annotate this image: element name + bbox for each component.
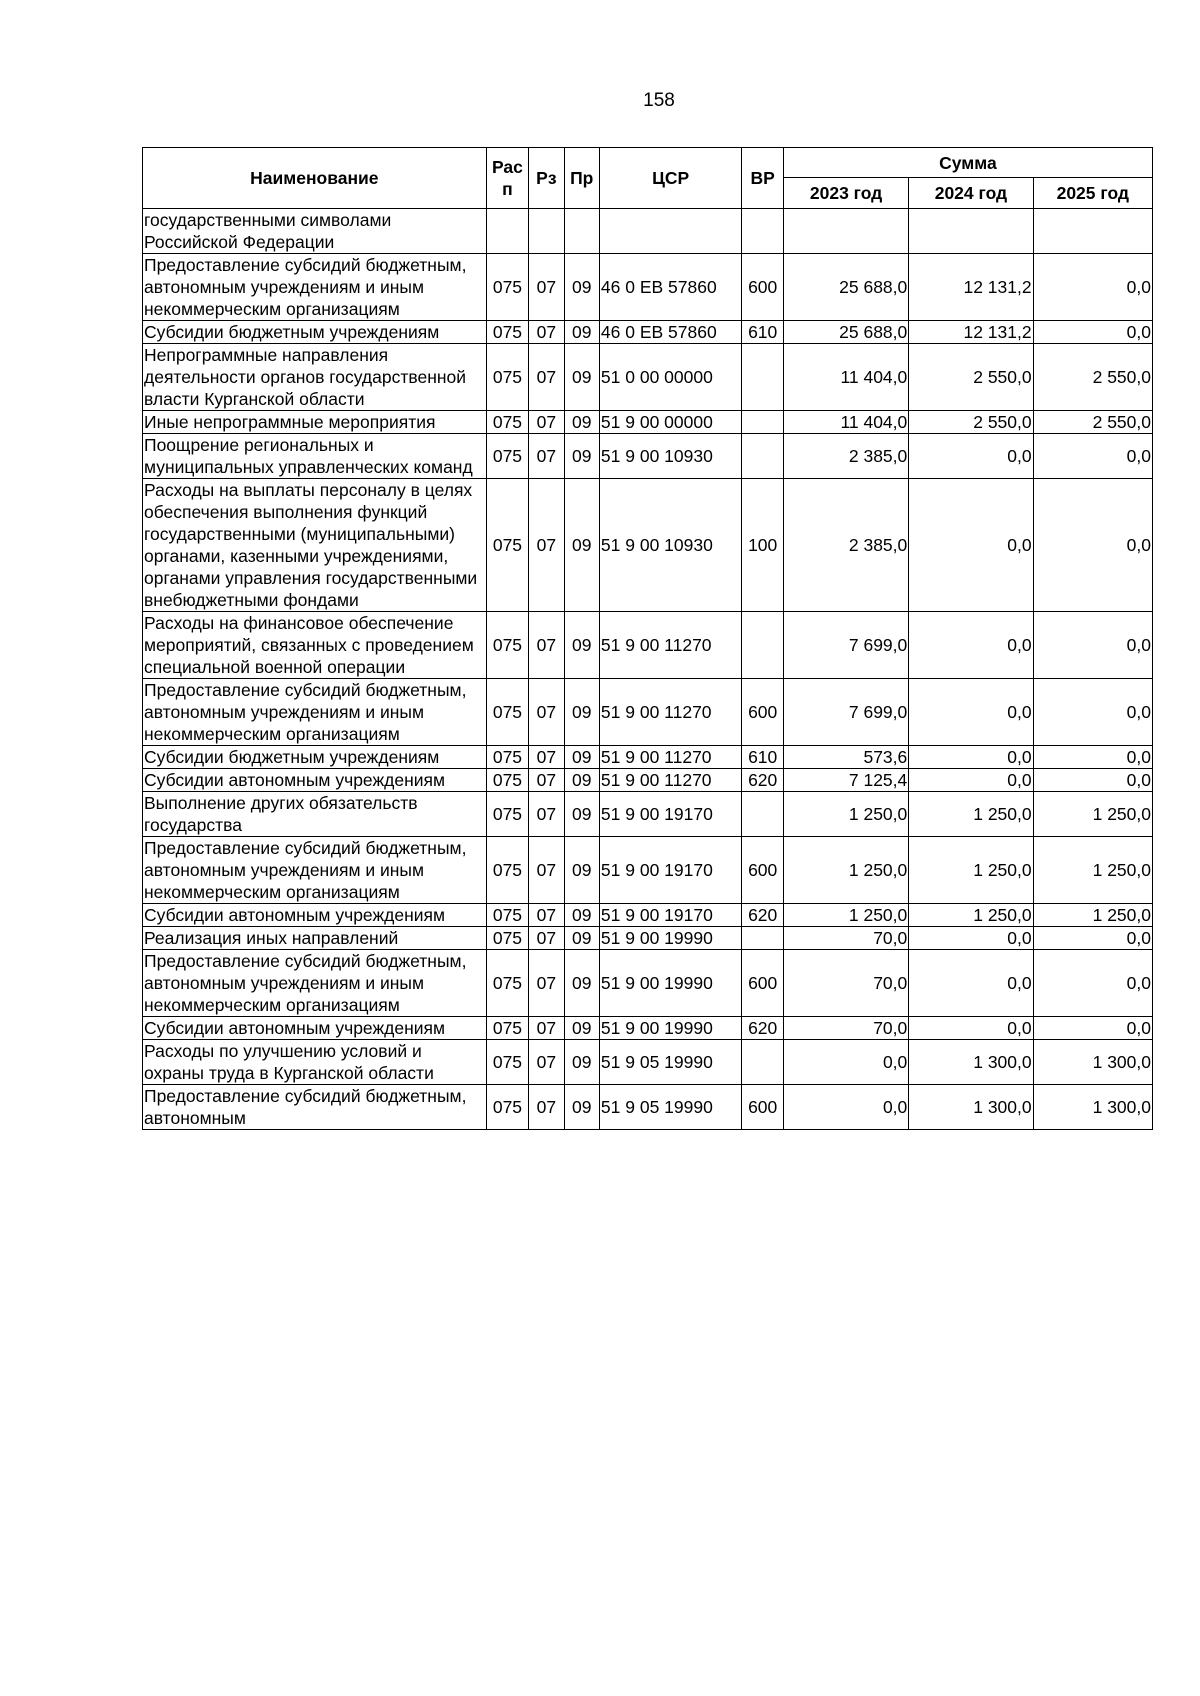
cell-rz: 07 [529,479,564,612]
cell-sum-2023 [783,209,908,254]
cell-sum-2023: 0,0 [783,1085,908,1130]
cell-pr: 09 [564,1040,599,1085]
cell-sum-2023: 7 699,0 [783,679,908,746]
cell-sum-2025: 1 250,0 [1033,837,1152,904]
cell-rz: 07 [529,746,564,769]
cell-name: Расходы по улучшению условий и охраны труда в Курганской области [143,1040,487,1085]
cell-rasp: 075 [486,746,528,769]
budget-table [142,147,1153,1130]
cell-sum-2025: 2 550,0 [1033,344,1152,411]
cell-name: Расходы на выплаты персоналу в целях обеспечения выполнения функций государственными (муниципальными) органами, казенными учреждениями, органами управления государственными внебюджетными фондами [143,479,487,612]
cell-name: Непрограммные направления деятельности органов государственной власти Курганской области [143,344,487,411]
cell-sum-2025: 0,0 [1033,927,1152,950]
cell-sum-2024: 1 300,0 [909,1040,1033,1085]
header-rasp: Рас п [486,148,528,209]
cell-rz: 07 [529,837,564,904]
cell-rasp: 075 [486,769,528,792]
cell-rz: 07 [529,321,564,344]
cell-vr [742,209,783,254]
header-year-2023: 2023 год [783,178,908,209]
cell-csr: 51 9 00 11270 [599,612,742,679]
cell-rasp: 075 [486,344,528,411]
cell-name: Выполнение других обязательств государства [143,792,487,837]
cell-csr: 51 9 00 00000 [599,411,742,434]
cell-name: Субсидии автономным учреждениям [143,769,487,792]
cell-csr: 51 9 00 19990 [599,927,742,950]
cell-name: Реализация иных направлений [143,927,487,950]
cell-sum-2023: 25 688,0 [783,321,908,344]
cell-vr: 600 [742,679,783,746]
cell-vr: 600 [742,254,783,321]
cell-pr: 09 [564,904,599,927]
cell-pr [564,209,599,254]
cell-csr: 51 9 00 19170 [599,837,742,904]
cell-pr: 09 [564,769,599,792]
table-body [143,209,1153,1130]
cell-csr: 46 0 EB 57860 [599,254,742,321]
cell-csr: 51 9 00 19990 [599,950,742,1017]
cell-name: государственными символами Российской Федерации [143,209,487,254]
cell-sum-2025: 0,0 [1033,746,1152,769]
table-row [143,1040,1153,1085]
cell-sum-2024: 1 250,0 [909,904,1033,927]
cell-vr: 600 [742,1085,783,1130]
cell-rz: 07 [529,254,564,321]
table-row [143,1017,1153,1040]
cell-sum-2023: 573,6 [783,746,908,769]
cell-rasp: 075 [486,679,528,746]
cell-sum-2024: 0,0 [909,769,1033,792]
cell-rasp: 075 [486,434,528,479]
cell-vr [742,344,783,411]
cell-sum-2023: 7 125,4 [783,769,908,792]
cell-rz: 07 [529,612,564,679]
cell-rz: 07 [529,792,564,837]
cell-name: Предоставление субсидий бюджетным, автономным [143,1085,487,1130]
cell-pr: 09 [564,612,599,679]
table-row [143,344,1153,411]
cell-sum-2024: 0,0 [909,479,1033,612]
cell-name: Предоставление субсидий бюджетным, автономным учреждениям и иным некоммерческим организациям [143,254,487,321]
cell-sum-2023: 7 699,0 [783,612,908,679]
cell-name: Расходы на финансовое обеспечение мероприятий, связанных с проведением специальной военной операции [143,612,487,679]
table-row [143,769,1153,792]
cell-name: Субсидии бюджетным учреждениям [143,321,487,344]
table-row [143,904,1153,927]
cell-vr [742,927,783,950]
cell-name: Предоставление субсидий бюджетным, автономным учреждениям и иным некоммерческим организациям [143,837,487,904]
cell-sum-2025: 0,0 [1033,950,1152,1017]
cell-vr: 620 [742,904,783,927]
cell-sum-2024: 0,0 [909,679,1033,746]
cell-sum-2024: 1 300,0 [909,1085,1033,1130]
table-row [143,1085,1153,1130]
cell-sum-2025: 1 250,0 [1033,904,1152,927]
cell-rz: 07 [529,1085,564,1130]
cell-sum-2025: 0,0 [1033,479,1152,612]
cell-sum-2024: 1 250,0 [909,792,1033,837]
cell-sum-2023: 1 250,0 [783,792,908,837]
header-year-2024: 2024 год [909,178,1033,209]
table-row [143,479,1153,612]
table-row [143,927,1153,950]
table-row [143,411,1153,434]
cell-vr [742,792,783,837]
cell-sum-2023: 1 250,0 [783,837,908,904]
cell-rasp [486,209,528,254]
cell-vr: 600 [742,837,783,904]
cell-sum-2023: 11 404,0 [783,344,908,411]
cell-vr: 100 [742,479,783,612]
cell-rz: 07 [529,679,564,746]
cell-rz: 07 [529,904,564,927]
header-pr: Пр [564,148,599,209]
cell-sum-2023: 11 404,0 [783,411,908,434]
cell-sum-2023: 1 250,0 [783,904,908,927]
cell-rasp: 075 [486,1085,528,1130]
cell-vr: 610 [742,321,783,344]
table-row [143,837,1153,904]
cell-rasp: 075 [486,927,528,950]
cell-rz: 07 [529,1040,564,1085]
cell-pr: 09 [564,479,599,612]
cell-sum-2024: 1 250,0 [909,837,1033,904]
cell-rz [529,209,564,254]
table-header [143,148,1153,209]
cell-sum-2023: 70,0 [783,927,908,950]
cell-sum-2023: 70,0 [783,1017,908,1040]
cell-vr [742,612,783,679]
cell-csr: 51 9 00 19170 [599,904,742,927]
cell-pr: 09 [564,1017,599,1040]
cell-pr: 09 [564,679,599,746]
table-row [143,209,1153,254]
cell-rasp: 075 [486,1017,528,1040]
cell-vr [742,1040,783,1085]
cell-rz: 07 [529,950,564,1017]
cell-sum-2024: 0,0 [909,950,1033,1017]
cell-sum-2024: 0,0 [909,434,1033,479]
cell-sum-2025: 0,0 [1033,1017,1152,1040]
table-row [143,950,1153,1017]
cell-sum-2024: 0,0 [909,612,1033,679]
cell-name: Субсидии автономным учреждениям [143,1017,487,1040]
cell-sum-2023: 70,0 [783,950,908,1017]
cell-pr: 09 [564,434,599,479]
header-vr: ВР [742,148,783,209]
cell-rz: 07 [529,434,564,479]
cell-pr: 09 [564,254,599,321]
cell-rasp: 075 [486,254,528,321]
cell-vr: 610 [742,746,783,769]
cell-sum-2025: 0,0 [1033,679,1152,746]
cell-sum-2024: 12 131,2 [909,321,1033,344]
cell-sum-2024: 0,0 [909,1017,1033,1040]
header-rz: Рз [529,148,564,209]
table-row [143,434,1153,479]
cell-pr: 09 [564,746,599,769]
cell-sum-2023: 2 385,0 [783,434,908,479]
cell-rasp: 075 [486,792,528,837]
cell-csr: 51 9 00 11270 [599,746,742,769]
cell-sum-2024 [909,209,1033,254]
cell-pr: 09 [564,321,599,344]
cell-csr: 51 9 00 11270 [599,769,742,792]
cell-sum-2025: 1 250,0 [1033,792,1152,837]
header-year-2025: 2025 год [1033,178,1152,209]
cell-csr: 51 0 00 00000 [599,344,742,411]
cell-vr [742,411,783,434]
header-name: Наименование [143,148,487,209]
cell-rasp: 075 [486,1040,528,1085]
cell-vr: 620 [742,769,783,792]
header-csr: ЦСР [599,148,742,209]
cell-name: Предоставление субсидий бюджетным, автономным учреждениям и иным некоммерческим организациям [143,950,487,1017]
cell-rz: 07 [529,411,564,434]
page-number: 158 [643,90,675,111]
cell-csr: 51 9 00 19170 [599,792,742,837]
cell-csr: 51 9 00 10930 [599,479,742,612]
table-row [143,321,1153,344]
cell-rasp: 075 [486,411,528,434]
cell-rz: 07 [529,769,564,792]
cell-sum-2025: 0,0 [1033,769,1152,792]
cell-rz: 07 [529,344,564,411]
cell-sum-2024: 12 131,2 [909,254,1033,321]
table-row [143,679,1153,746]
cell-rasp: 075 [486,950,528,1017]
cell-sum-2025: 0,0 [1033,434,1152,479]
cell-csr: 46 0 EB 57860 [599,321,742,344]
cell-csr: 51 9 00 11270 [599,679,742,746]
cell-sum-2024: 2 550,0 [909,411,1033,434]
cell-rasp: 075 [486,612,528,679]
cell-sum-2025: 0,0 [1033,254,1152,321]
cell-csr: 51 9 00 10930 [599,434,742,479]
cell-pr: 09 [564,792,599,837]
header-sum: Сумма [783,148,1152,178]
table-row [143,792,1153,837]
cell-pr: 09 [564,950,599,1017]
cell-csr: 51 9 05 19990 [599,1040,742,1085]
cell-sum-2023: 25 688,0 [783,254,908,321]
cell-name: Субсидии автономным учреждениям [143,904,487,927]
cell-csr: 51 9 05 19990 [599,1085,742,1130]
cell-pr: 09 [564,344,599,411]
cell-sum-2023: 2 385,0 [783,479,908,612]
table-row [143,254,1153,321]
cell-rasp: 075 [486,837,528,904]
cell-sum-2025: 1 300,0 [1033,1085,1152,1130]
cell-csr: 51 9 00 19990 [599,1017,742,1040]
cell-rasp: 075 [486,479,528,612]
cell-rz: 07 [529,927,564,950]
cell-csr [599,209,742,254]
cell-rasp: 075 [486,321,528,344]
cell-sum-2024: 0,0 [909,746,1033,769]
cell-name: Иные непрограммные мероприятия [143,411,487,434]
cell-sum-2025 [1033,209,1152,254]
table-row [143,746,1153,769]
cell-sum-2025: 2 550,0 [1033,411,1152,434]
cell-name: Поощрение региональных и муниципальных управленческих команд [143,434,487,479]
cell-pr: 09 [564,927,599,950]
cell-pr: 09 [564,1085,599,1130]
cell-name: Субсидии бюджетным учреждениям [143,746,487,769]
cell-vr: 600 [742,950,783,1017]
cell-vr: 620 [742,1017,783,1040]
cell-sum-2025: 0,0 [1033,321,1152,344]
cell-pr: 09 [564,411,599,434]
cell-vr [742,434,783,479]
cell-rasp: 075 [486,904,528,927]
cell-sum-2024: 0,0 [909,927,1033,950]
cell-sum-2023: 0,0 [783,1040,908,1085]
cell-sum-2024: 2 550,0 [909,344,1033,411]
table-row [143,612,1153,679]
cell-rz: 07 [529,1017,564,1040]
cell-sum-2025: 1 300,0 [1033,1040,1152,1085]
cell-name: Предоставление субсидий бюджетным, автономным учреждениям и иным некоммерческим организациям [143,679,487,746]
cell-pr: 09 [564,837,599,904]
cell-sum-2025: 0,0 [1033,612,1152,679]
